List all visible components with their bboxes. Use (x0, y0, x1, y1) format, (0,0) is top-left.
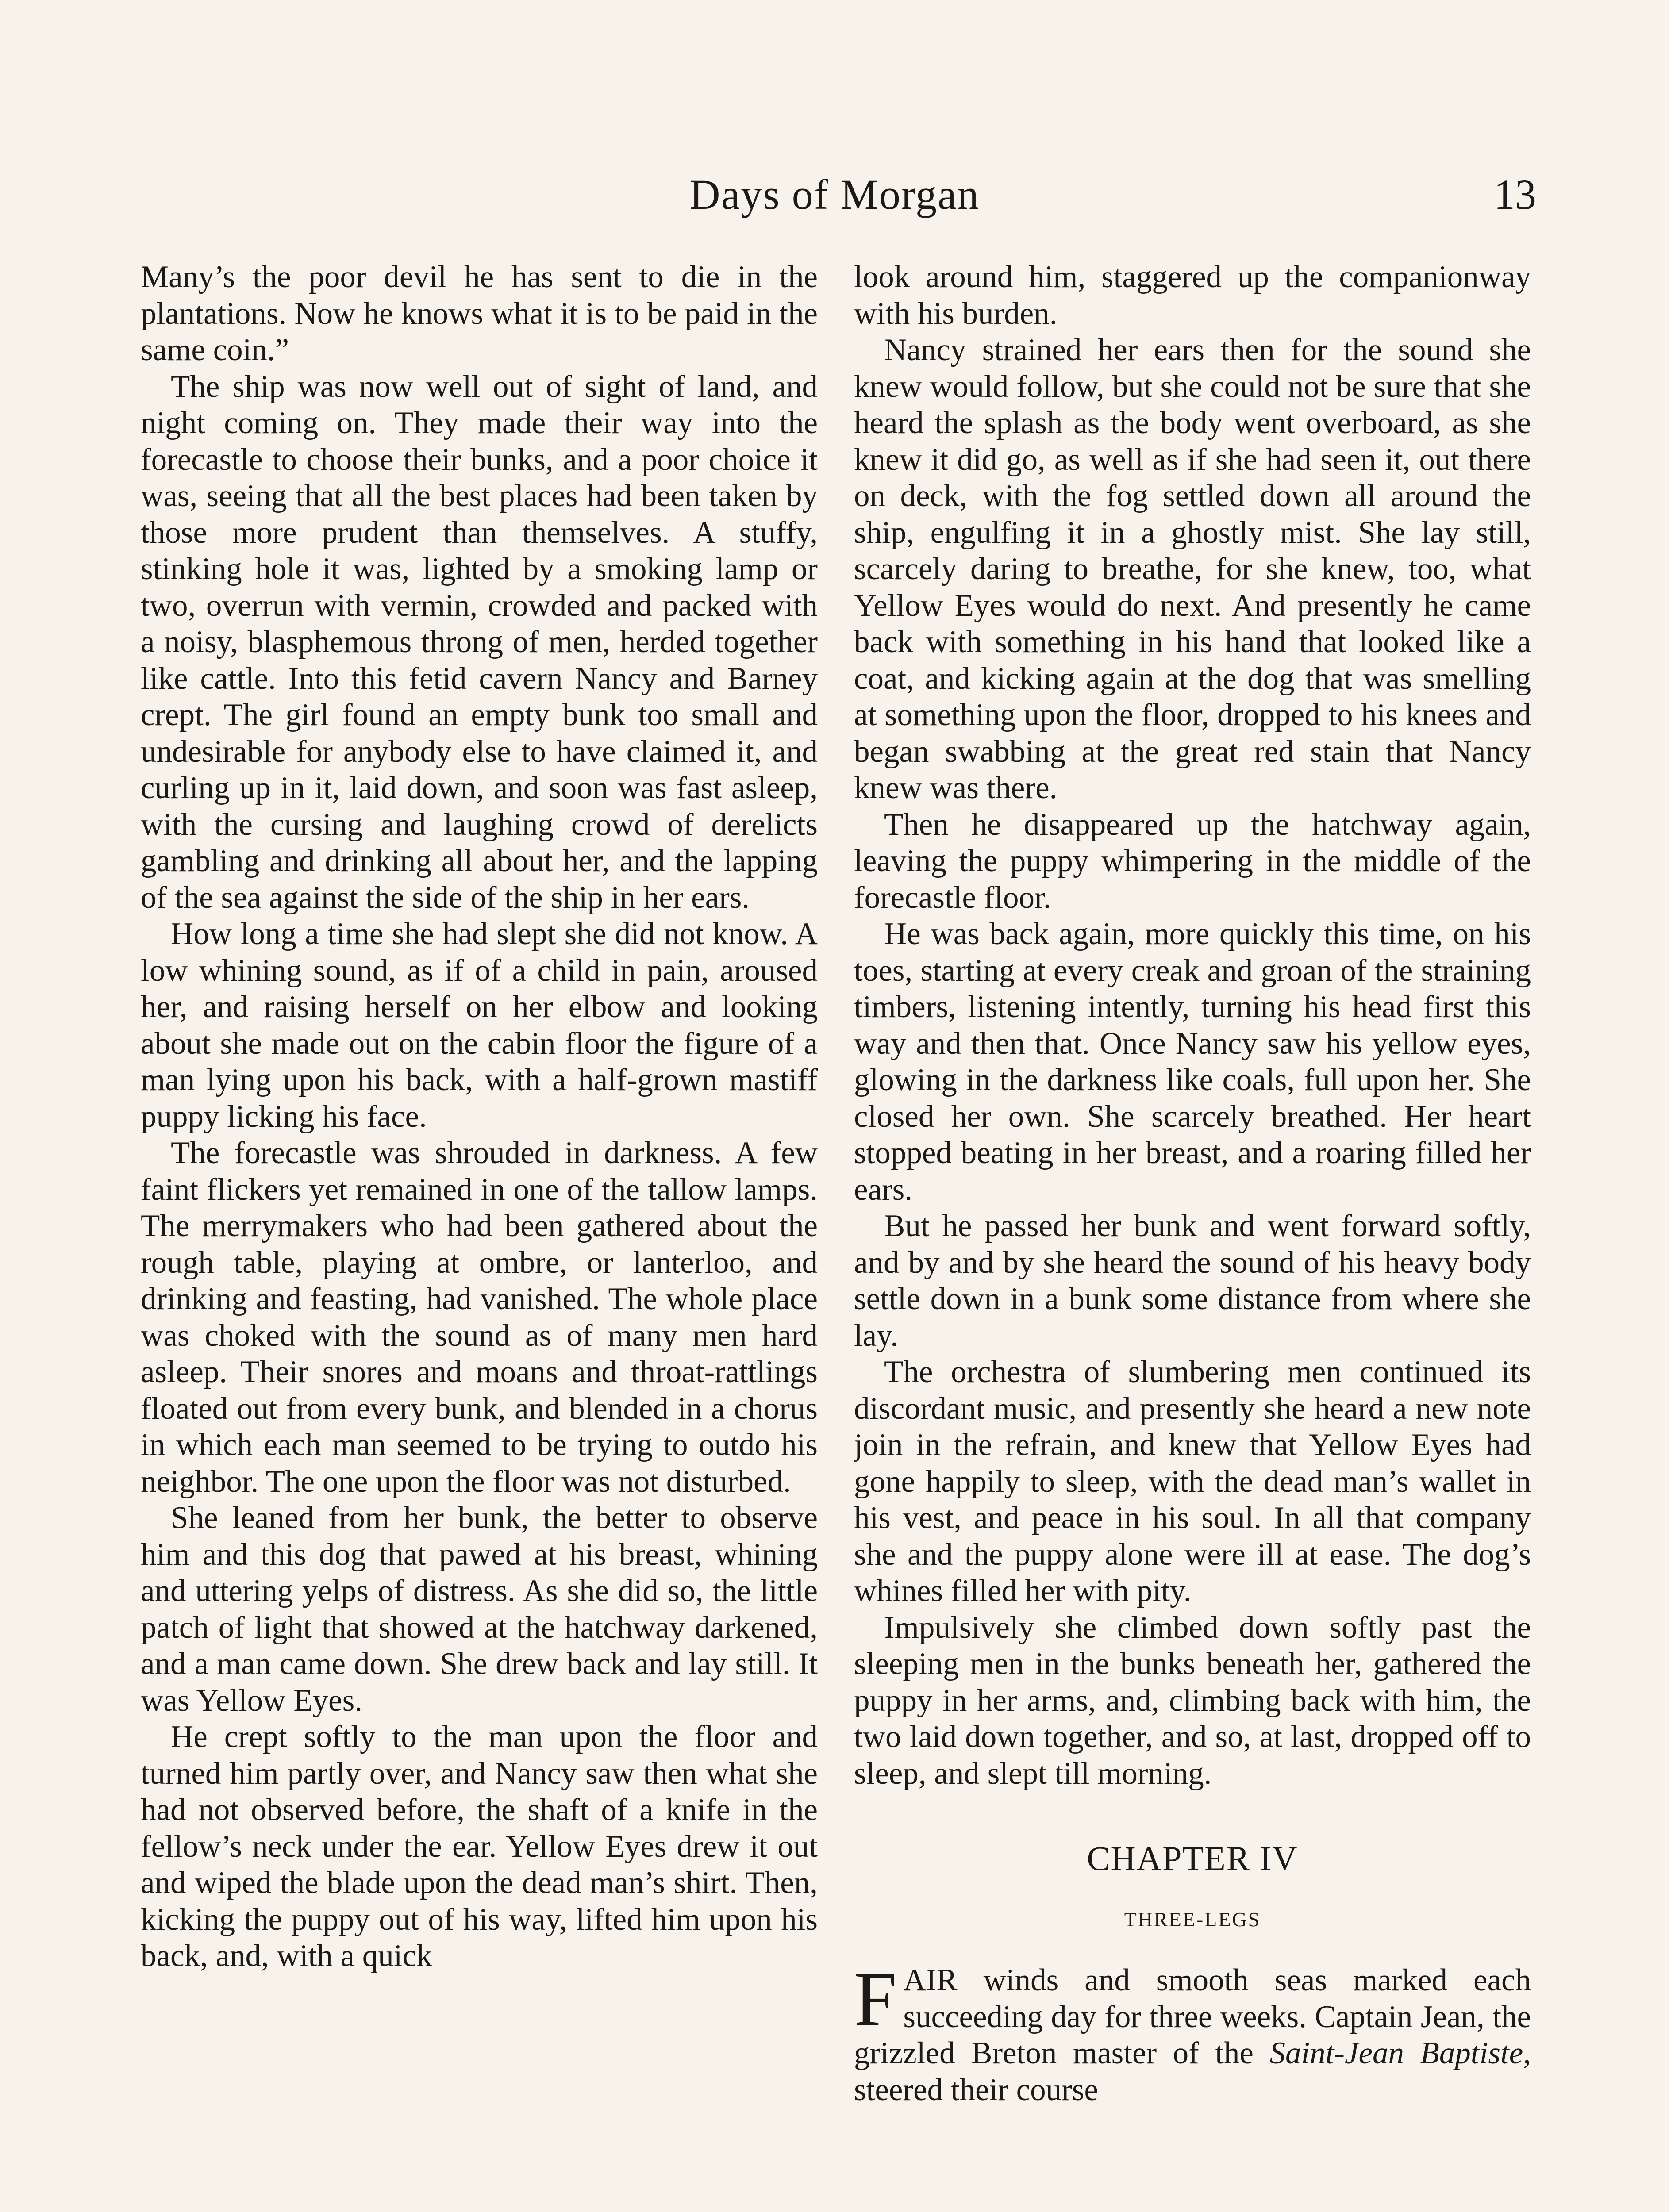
closing-text: , steered their course (854, 2036, 1531, 2107)
paragraph: Impulsively she climbed down softly past the sleeping men in the bunks beneath her, gathered the puppy in her arms, and, climbing back with him, the two laid down together, and so, at last, dropped off to sleep, and slept till morning. (854, 1610, 1531, 1791)
paragraph: Then he disappeared up the hatchway again, leaving the puppy whimpering in the middle of the forecastle floor. (854, 807, 1531, 915)
paragraph: She leaned from her bunk, the better to observe him and this dog that pawed at his breast, whining and uttering yelps of distress. As she did so, the little patch of light that showed at the hatchway darkened, and a man came down. She drew back and lay still. It was Yellow Eyes. (141, 1501, 818, 1718)
left-column (141, 259, 818, 2212)
paragraph: How long a time she had slept she did not know. A low whining sound, as if of a child in pain, aroused her, and raising herself on her elbow and looking about she made out on the cabin floor the figure of a man lying upon his back, with a half-grown mastiff puppy licking his face. (141, 917, 818, 1134)
paragraph: The forecastle was shrouded in darkness. A few faint flickers yet remained in one of the tallow lamps. The merrymakers who had been gathered about the rough table, playing at ombre, or lanterloo, and drinking and feasting, had vanished. The whole place was choked with the sound as of many men hard asleep. Their snores and moans and throat-rattlings floated out from every bunk, and blended in a chorus in which each man seemed to be trying to outdo his neighbor. The one upon the floor was not disturbed. (141, 1136, 818, 1499)
running-head (133, 164, 1536, 226)
paragraph: He crept softly to the man upon the floor and turned him partly over, and Nancy saw then what she had not observed before, the shaft of a knife in the fellow’s neck under the ear. Yellow Eyes drew it out and wiped the blade upon the dead man’s shirt. Then, kicking the puppy out of his way, lifted him upon his back, and, with a quick (141, 1720, 818, 1973)
running-title: Days of Morgan (689, 171, 980, 218)
chapter-opening-paragraph (854, 1956, 1531, 2108)
first-word-rest: AIR (903, 1963, 958, 1997)
chapter-heading: CHAPTER IV (1087, 1839, 1298, 1878)
page-number: 13 (1494, 171, 1536, 218)
opening-text: winds and smooth seas marked each succeeding day for three weeks. Captain Jean, the grizzled Breton master of the (854, 1963, 1531, 2070)
paragraph: He was back again, more quickly this time, on his toes, starting at every creak and groan of the straining timbers, listening intently, turning his head first this way and then that. Once Nancy saw his yellow eyes, glowing in the darkness like coals, full upon her. She closed her own. She scarcely breathed. Her heart stopped beating in her breast, and a roaring filled her ears. (854, 917, 1531, 1207)
right-column (854, 259, 1531, 2212)
paragraph: The orchestra of slumbering men continued its discordant music, and presently she heard a new note join in the refrain, and knew that Yellow Eyes had gone happily to sleep, with the dead man’s wallet in his vest, and peace in his soul. In all that company she and the puppy alone were ill at ease. The dog’s whines filled her with pity. (854, 1355, 1531, 1608)
paragraph: Nancy strained her ears then for the sound she knew would follow, but she could not be sure that she heard the splash as the body went overboard, as she knew it did go, as well as if she had seen it, out there on deck, with the fog settled down all around the ship, engulfing it in a ghostly mist. She lay still, scarcely daring to breathe, for she knew, too, what Yellow Eyes would do next. And presently he came back with something in his hand that looked like a coat, and kicking again at the dog that was smelling at something upon the floor, dropped to his knees and began swabbing at the great red stain that Nancy knew was there. (854, 333, 1531, 805)
chapter-subheading: THREE-LEGS (1124, 1908, 1261, 1931)
paragraph: look around him, staggered up the companionway with his burden. (854, 260, 1531, 331)
paragraph: The ship was now well out of sight of land, and night coming on. They made their way into the forecastle to choose their bunks, and a poor choice it was, seeing that all the best places had been taken by those more prudent than themselves. A stuffy, stinking hole it was, lighted by a smoking lamp or two, overrun with vermin, crowded and packed with a noisy, blasphemous throng of men, herded together like cattle. Into this fetid cavern Nancy and Barney crept. The girl found an empty bunk too small and undesirable for anybody else to have claimed it, and curling up in it, laid down, and soon was fast asleep, with the cursing and laughing crowd of derelicts gambling and drinking all about her, and the lapping of the sea against the side of the ship in her ears. (141, 369, 818, 915)
paragraph: Many’s the poor devil he has sent to die in the plantations. Now he knows what it is to be paid in the same coin.” (141, 260, 818, 367)
paragraph: But he passed her bunk and went forward softly, and by and by she heard the sound of his heavy body settle down in a bunk some distance from where she lay. (854, 1209, 1531, 1353)
drop-cap: F (854, 1956, 897, 2042)
ship-name: Saint-Jean Baptiste (1269, 2036, 1523, 2070)
